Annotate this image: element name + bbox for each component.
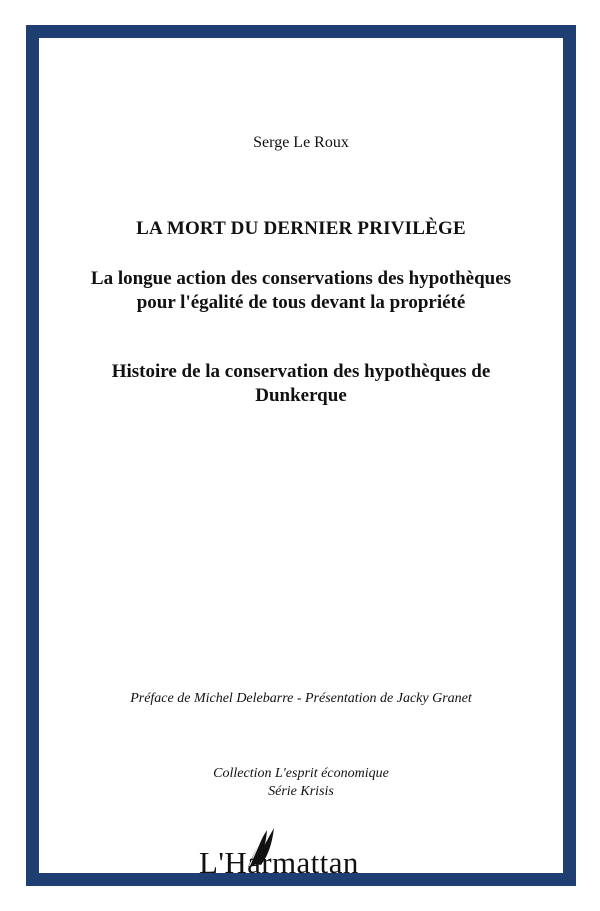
preface-credits: Préface de Michel Delebarre - Présentation de Jacky Granet bbox=[130, 691, 472, 706]
book-title: LA MORT DU DERNIER PRIVILÈGE bbox=[136, 218, 466, 239]
book-history-subtitle: Histoire de la conservation des hypothèques de Dunkerque bbox=[111, 361, 491, 406]
cover-frame bbox=[26, 25, 576, 886]
collection-name: Collection L'esprit économique bbox=[213, 766, 389, 781]
author-name: Serge Le Roux bbox=[253, 134, 349, 151]
collection-info bbox=[39, 765, 563, 801]
publisher-logo bbox=[199, 828, 429, 878]
publisher-name: L'Harmattan bbox=[199, 845, 359, 880]
book-subtitle: La longue action des conservations des hypothèques pour l'égalité de tous devant la propriété bbox=[90, 268, 512, 313]
series-name: Série Krisis bbox=[268, 784, 334, 799]
